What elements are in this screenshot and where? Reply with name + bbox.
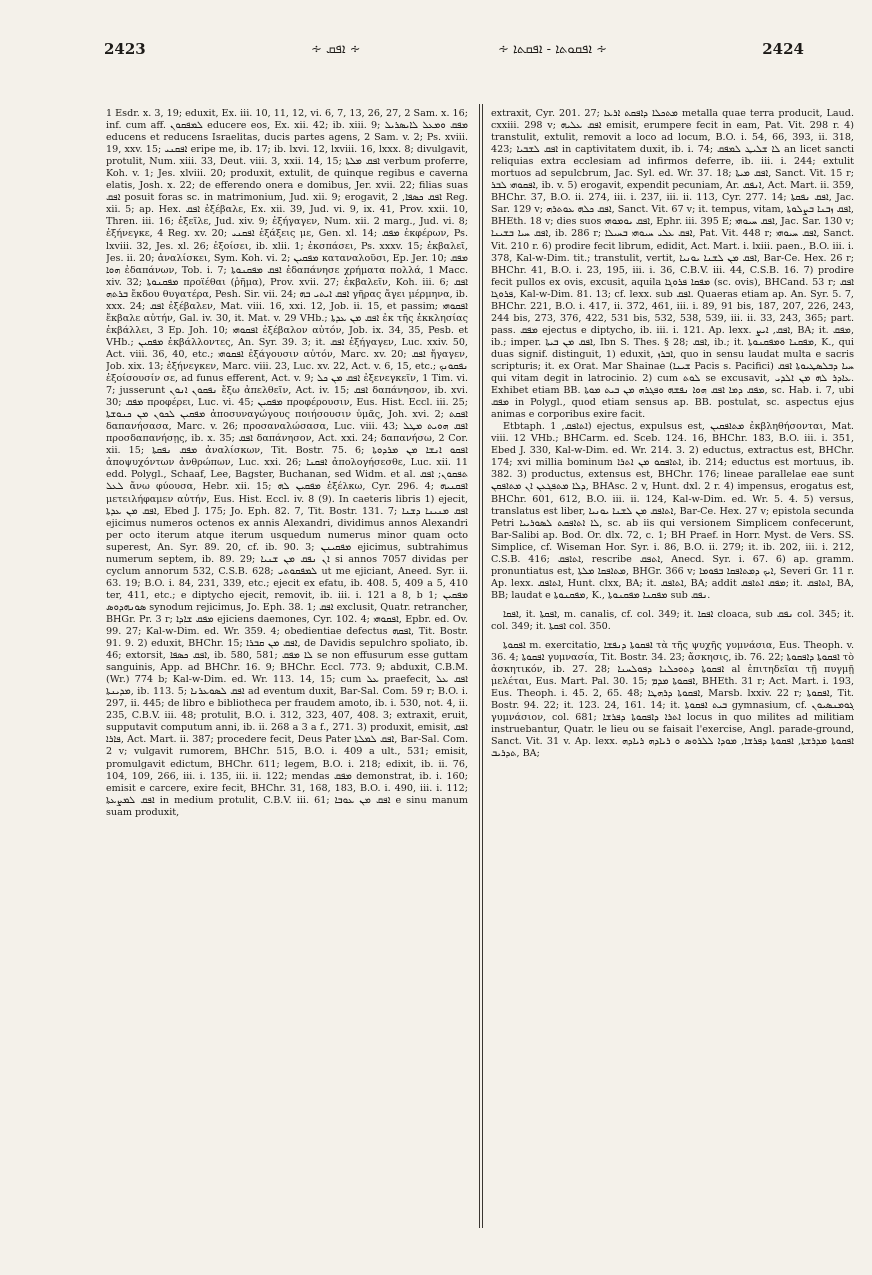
column-right-paragraph-1: extraxit, Cyr. 201. 27; ܡܬܟܠܐ ܕܐܦܩܬ ܐܪܥܐ metalla quae terra producit, Laud. cxxiii. 298 v; ܐܦܩ ܥܠܝܗ emisit, erumpere fecit in eam, Pat. Vit. 298 r. 4) transtulit, extulit, removit a loco ad locum, B.O. i. 54, 66, 393, ii. 318, 423; ܐܦܩ ܠܫܒܝܐ in captivitatem duxit, ib. i. 74; ܠܐ ܫܠܝܛ ܠܡܦܩ an licet sancti reliquias extra ecclesiam ad infirmos deferre, ib. iii. i. 244; extulit mortuos ad sepulcbrum, Jac. Syl. ed. Wr. 37. 18; ܐܦܩ ܡܝܬܐ, Sanct. Vit. 15 r; ܐܦܩܘܗܝ ܠܒܪ, ib. v. 5) erogavit, expendit pecuniam, Ar. ܐܢܦܩ, Act. Mart. ii. 359, BHChr. 37, B.O. ii. 274, iii. i. 237, iii. ii. 113, Cyr. 277. 14; ܐܦܩ ܢܦܩܬܐ, Jac. Sar. 129 v; ܐܦܩ ܟܠܗ ܥܘܬܪܗ, Sanct. Vit. 67 v; it. tempus, vitam, ܐܦܩ ܙܒܢܐ ܒܨܠܘܬܐ, BHEth. 18 v; dies suos ܐܦܩ ܝܘܡܘܗܝ, Ephr. iii. 395 E; ܐܦܩ ܚܝܘܗܝ, Jac. Sar. 130 v; ܐܦܩ ܚܝܐ ܒܫܝܢܐ, ib. 286 r; ܐܦܩ ܥܠܝ ܚܝܘܗܝ ܒܚܝܠܐ, Pat. Vit. 448 r; ܐܦܩ ܚܝܘܗܝ, Sanct. Vit. 210 r. 6) prodire fecit librum, edidit, Act. Mart. i. lxiii. paen., B.O. iii. i. 378, Kal-w-Dim. tit.; transtulit, vertit, ܐܦܩ ܡܢ ܠܫܢܐ ܝܘܢܝܐ, Bar-Ce. Hex. 26 r; BHChr. 41, B.O. i. 23, 195, iii. i. 36, C.B.V. iii. 44, C.S.B. 16. 7) prodire fecit pullos ex ovis, excusit, aquila ܡܦܩܐ ܦܪܘܓܐ (sc. ovis), BHCand. 53 r; ܐܦܩ ܦܪܘܓܐ, Kal-w-Dim. 81. 13; cf. lexx. sub ܐܦܩ. Quaeras etiam ap. An. Syr. 5. 7, BHChr. 221, B.O. i. 417, ii. 372, 461, iii. i. 89, 91 bis, 187, 207, 226, 243, 244 bis, 273, 376, 422, 531 bis, 532, 538, 539, iii. ii. 33, 243, 365; part. pass. ܡܦܩ ejectus e diptycho, ib. iii. i. 121. Ap. lexx. ܐܦܩ, ܐܝܨ, BA; it. ܡܦܩ, ib.; imper. ܐܦܩ ܡܢ ܒܝܬܐ, Ibn S. Thes. § 28; ܐܦܩ, ib.; it. ܡܦܩܢܐ ܘܡܦܩܢܘܬܐ, K., qui duas signif. distinguit, 1) eduxit, ܐܒܪܙ, quo in sensu laudat multa e sacris scripturis; it. ex Orat. Mar Shainae (ܫܝܢܐ Pacis s. Pacifici) ܚܝܐ ܕܒܠܣܛܝܘܬܐ ܐܦܩ qui vitam degit in latrocinio. 2) cum ܠܘܬ se excusavit, ܥܐܕܪ ܠܗ ܡܢ ܐܠܕܝ. Exhibet etiam BB. ܡܦܩ ܕܡܐ ܐܦܩ ܗܘܐ ܢܦܫܗ ܘܦܓܪܗ ܡܢ ܒܝܬ ܡܘܬܐ, sc. Hab. i. 7, ubi ܡܦܩ in Polygl., quod etiam sensus ap. BB. postulat, sc. aspectus ejus animas e corporibus exire facit.	[491, 108, 854, 421]
running-head-right: ∻ ܐܦܩܘܬܐ - ܐܦܩܬܐ ∻	[498, 42, 607, 57]
running-head-left: ∻ ܐܦܩ ∻	[311, 42, 361, 57]
column-divider-left-line	[479, 104, 480, 1228]
column-right-paragraph-3: ܐܦܩܐ, it. ܐܦܩܬܐ, m. canalis, cf. col. 349; it. ܐܦܩܐ cloaca, sub ܢܦܩ col. 345; it. col. 349; it. ܐܦܩܬܐ col. 350.	[491, 608, 854, 632]
column-left	[106, 108, 468, 1228]
page-number-left: 2423	[104, 40, 146, 58]
column-left-paragraph-1: 1 Esdr. x. 3, 19; eduxit, Ex. iii. 10, 11, 12, vi. 6, 7, 13, 26, 27, 2 Sam. x. 16; inf. cum aff. ܠܡܦܩܘܢ educere eos, Ex. xii. 42; ib. xiii. 9; ܡܦܩ ܘܡܥܠ ܠܐܝܣܪܝܠ educens et reducens Israelitas, ducis partes agens, 2 Sam. v. 2; Ps. xviii. 19, xxv. 15; ܐܦܩܢܝ eripe me, ib. 17; ib. lxvi. 12, lxviii. 16, lxxx. 8; divulgavit, protulit, Num. xiii. 33, Deut. viii. 3, xxii. 14, 15; ܐܦܩ ܡܠܬܐ verbum proferre, Koh. v. 1; Jes. xlviii. 20; produxit, extulit, de quinque regibus e caverna elatis, Josh. x. 22; de efferendo onera e domibus, Jer. xvii. 22; filias suas ܐܦܩ posuit foras sc. in matrimonium, Jud. xii. 9; erogavit, ܐܦܩ ܟܣܦܐ, 2 Reg. xii. 5; ap. Hex. ܐܦܩ ἐξέβαλε, Ex. xii. 39, Jud. vi. 9, ix. 41, Prov. xxii. 10, Thren. iii. 16; ἐξεῖλε, Jud. xiv. 9; ἐξήγαγεν, Num. xii. 2 marg., Jud. vi. 8; ἐξήνεγκε, 4 Reg. xv. 20; ܐܦܩܢܝ ἐξάξεις με, Gen. xl. 14; ܡܦܩ ἐκφέρων, Ps. lxviii. 32, Jes. xl. 26; ἐξοίσει, ib. xlii. 1; ἐκσπάσει, Ps. xxxv. 15; ἐκβαλεῖ, Jes. ii. 20; ἀναλίσκει, Sym. Koh. vi. 2; ܡܦܩܝܢ καταναλοῦσι, Ep. Jer. 10; ܡܦܩ ܗܘܐ ἐδαπάνων, Tob. i. 7; ܐܦܩ ܡܦܩܢܘܬܐ ἐδαπάνησε χρήματα πολλά, 1 Macc. xiv. 32; ܡܦܩܢܘܬܐ προϊέθαι (ῥῆμα), Prov. xvii. 27; ἐκβαλεῖν, Koh. iii. 6; ܐܦܩ ܒܪܬܗ ἔκδου θυγατέρα, Pesh. Sir. vii. 24; ܐܦܩ ܐܝܬܝ ܒܗ γῆρας ἄγει μέρμηνα, ib. xxx. 24; ܐܦܩ ἐξέβαλεν, Mat. viii. 16, xxi. 12, Job. ii. 15, et passim; ܐܦܩܘܗܝ ἔκβαλε αὐτήν, Gal. iv. 30, it. Mat. v. 29 VHb.; ܐܦܩ ܡܢ ܥܕܬܐ ἐκ τῆς ἐκκλησίας ἐκβάλλει, 3 Ep. Joh. 10; ܐܦܩܘܗܝ ἐξέβαλον αὐτόν, Job. ix. 34, 35, Pesb. et VHb.; ܡܦܩܝܢ ἐκβάλλοντες, An. Syr. 39. 3; it. ܐܦܩ ἐξήγαγεν, Luc. xxiv. 50, Act. viii. 36, 40, etc.; ܐܦܩܘܗܝ ἐξάγουσιν αὐτόν, Marc. xv. 20; ܐܦܩ ἤγαγεν, Job. xix. 13; ἐξήνεγκεν, Marc. viii. 23, Luc. xv. 22, Act. v. 6, 15, etc.; ܢܦܩܘܢܟ ἐξοίσουσίν σε, ad funus efferent, Act. v. 9; ܐܦܩ ܡܢ ܟܠ ἐξενεγκεῖν, 1 Tim. vi. 7; jusserunt ܢܦܩܘܢ ܐܢܘܢ ἔξω ἀπελθεῖν, Act. iv. 15; ܐܦܩ δαπάνησον, ib. xvi. 30; ܡܦܩ προφέρει, Luc. vi. 45; ܡܦܩܝܢ προφέρουσιν, Eus. Hist. Eccl. iii. 25; ܡܦܩܝܢ ܠܟܘܢ ܡܢ ܟܢܘܫܬܐ ἀποσυναγώγους ποιήσουσιν ὑμᾶς, Joh. xvi. 2; ܐܦܩܬ δαπανήσασα, Marc. v. 26; προσαναλώσασα, Luc. viii. 43; ܐܦܩ ܗܘܝܬ ܡܛܠ προσδαπανήσῃς, ib. x. 35; ܐܦܩ δαπάνησον, Act. xxi. 24; δαπανήσω, 2 Cor. xii. 15; ܡܦܩ ܢܦܩܬܐ ἀναλίσκων, Tit. Bostr. 75. 6; ܐܦܩܘ ܐܢܫܐ ܡܢ ܡܪܕܘܬܐ ἀποψυχόντων ἀνθρώπων, Luc. xxi. 26; ܐܦܩܢܐ ἀπολογήσεσθε, Luc. xii. 11 edd. Polygl., Schaaf, Lee, Bagster, Buchanan, sed Widm. et al. ܬܦܩܘܢ; ܐܦܩ ܠܥܠ ἄνω φύουσα, Hebr. xii. 15; ܡܦܩܝܢ ܠܗ ἐξέλκω, Cyr. 296. 4; ܐܦܩܢܝܗ μετειλήφαμεν αὐτήν, Eus. Hist. Eccl. iv. 8 (9). In caeteris libris 1) ejecit, ܐܦܩ ܡܢ ܥܕܬܐ, Ebed J. 175; Jo. Eph. 82. 7, Tit. Bostr. 131. 7; ܐܦܩ ܡܢܝܢܐ ܕܫܢܐ ejicimus numeros octenos ex annis Alexandri, dividimus annos Alexandri per octo iterum atque iterum usquedum numerus minor quam octo superest, An. Syr. 89. 20, cf. ib. 90. 3; ܡܦܩܝܢܢ ejicimus, subtrahimus numerum septem, ib. 89. 29; ܐܢ ܢܦܩ ܡܢ ܫܢܝܐ si annos 7057 dividas per cyclum annorum 532, C.S.B. 628; ܠܡܦܩܘܬܝ ut me ejiciant, Aneed. Syr. ii. 63. 19; B.O. i. 84, 231, 339, etc.; ejecit ex efatu, ib. 408. 5, 409 a 5, 410 ter, 411, etc.; e diptycho ejecit, removit, ib. iii. i. 121 a 8, b 1; ܡܦܩܝܢ ܣܘܢܗܕܘܣ synodum rejicimus, Jo. Eph. 38. 1; ܐܦܩ exclusit, Quatr. retrancher, BHGr. Pr. 3 r; ܡܦܩ ܫܐܕܐ ejiciens daemones, Cyr. 102. 4; ܐܦܩܘܗܝ, Epbr. ed. Ov. 99. 27; Kal-w-Dim. ed. Wr. 359. 4; obedientiae defectus ܐܦܩܗ, Tit. Bostr. 91. 9. 2) eduxit, BHChr. 15; ܐܦܩ ܡܢ ܩܒܪܐ, de Davidis sepulchro spoliato, ib. 46; extorsit, ܐܦܩ ܟܣܦܐ, ib. 580, 581; ܠܐ ܡܦܩ se non effusurum esse guttam sanguinis, App. ad BHChr. 16. 9; BHChr. Eccl. 773. 9; abduxit, C.B.M. (Wr.) 774 b; Kal-w-Dim. ed. Wr. 113. 14, 15; cum ܥܠ praefecit, ܐܦܩ ܥܠ ܡܕܝܢܬܐ, ib. 113. 5; ܐܦܩ ܠܣܘܥܪܢܐ ad eventum duxit, Bar-Sal. Com. 59 r; B.O. i. 297, ii. 445; de libro e bibliotheca per fraudem amoto, ib. i. 530, not. 4, ii. 235, C.B.V. iii. 48; protulit, B.O. i. 312, 323, 407, 408. 3; extraxit, eruit, supputavit computum anni, ib. ii. 268 a 3 a f., 271. 3) produxit, emisit, ܐܦܩ ܦܐܪܐ, Act. Mart. ii. 387; procedere fecit, Deus Pater ܐܦܩ ܠܡܠܬܐ, Bar-Sal. Com. 2 v; vulgavit rumorem, BHChr. 515, B.O. i. 409 a ult., 531; emisit, promulgavit edictum, BHChr. 611; legem, B.O. i. 218; edixit, ib. ii. 76, 104, 109, 266, iii. i. 135, iii. ii. 122; mendas ܡܦܩ demonstrat, ib. i. 160; emisit e carcere, exire fecit, BHChr. 31, 168, 183, B.O. i. 490, iii. i. 112; ܐܦܩ ܠܡܨܥܬܐ in medium protulit, C.B.V. iii. 61; ܐܦܩ ܡܢ ܥܘܒܐ e sinu manum suam produxit,	[106, 108, 468, 818]
page-header	[96, 40, 812, 68]
column-right	[491, 108, 854, 1228]
column-right-paragraph-2: Etbtaph. ܐܬܐܦܩ, 1) ejectus, expulsus est, ܡܬܐܦܩܝܢ ἐκβληθήσονται, Mat. viii. 12 VHb.; BHCarm. ed. Sceb. 124. 16, BHChr. 183, B.O. iii. i. 351, Ebed J. 330, Kal-w-Dim. ed. Wr. 214. 3. 2) eductus, extractus est, BHChr. 174; xvi millia bominum ܐܬܐܦܩܘ ܡܢ ܐܬܪܐ, ib. 214; eductus est mortuus, ib. 382. 3) productus, extensus est, BHChr. 176; lineae parallelae eae sunt ܕܠܐ ܡܬܦܓܥܢ ܐܢ ܡܬܐܦܩܢ, BHAsc. 2 v, Hunt. dxl. 2 r. 4) impensus, erogatus est, BHChr. 601, 612, B.O. iii. ii. 124, Kal-w-Dim. ed. Wr. 5. 4. 5) versus, translatus est liber, ܐܬܐܦܩ ܡܢ ܠܫܢܐ ܝܘܢܝܐ, Bar-Ce. Hex. 27 v; epistola secunda Petri ܠܐ ܐܬܐܦܩܬ ܠܣܘܪܝܝܐ, sc. ab iis qui versionem Simplicem confecerunt, Bar-Salibi ap. Bod. Or. dlx. 72, c. 1; BH Praef. in Horr. Myst. de Vers. SS. Simplice, cf. Wiseman Hor. Syr. i. 86, B.O. ii. 279; it. ib. 202, iii. i. 212, C.S.B. 416; ܐܬܐܦܩ, rescribe ܐܬܦܩ, Anecd. Syr. i. 67. 6) ap. gramm. pronuntiatus est, ܡܬܐܦܩܐ ܡܠܬܐ, BHGr. 366 v; ܐܝܟ ܕܡܬܐܦܩܐ ܒܦܘܡܐ, Severi Gr. 11 r. Ap. lexx. ܐܬܐܦܩ, Hunt. clxx, BA; it. ܐܬܐܦܩ, BA; addit ܡܦܩ ܐܬܐܦܩ; it. ܐܬܐܦܩ, BA, BB; laudat e ܡܦܩܢܘܬܐ, K., ܡܦܩܢܐ ܡܦܩܢܘܬܐ sub ܢܦܩ.	[491, 421, 854, 601]
column-right-paragraph-4: ܐܦܩܘܬܐ m. exercitatio, ܐܦܩܘܬܐ ܕܢܦܫܐ τὰ τῆς ψυχῆς γυμνάσια, Eus. Theoph. v. 36. 4; ܐܦܩܘܬܐ γυμνασία, Tit. Bostr. 34. 23; ἄσκησις, ib. 76. 22; ܐܦܩܘܬܐ ܕܐܦܩܘܬܐ τὸ ἀσκητικόν, ib. 27. 28; ܐܦܩܘܬܐ ܕܬܘܟܠܢܐ ܕܦܘܠܚܢܐ al ἐπιτηδεῖαι τῇ πυγμῇ μελέται, Eus. Mart. Pal. 30. 15; ܐܦܩܘܬܐ ܡܕܡ, BHEth. 31 r; Act. Mart. i. 193, Eus. Theoph. i. 45. 2, 65. 48; ܐܦܩܘܬܐ ܕܪܗܛܐ, Marsb. lxxiv. 22 r; ܐܦܩܘܬܐ, Tit. Bostr. 94. 22; it. 123. 24, 161. 14; it. ܒܝܬ ܐܦܩܘܬܐ gymnasium, cf. ܓܘܡܢܣܝܘܢ γυμνάσιον, col. 681; ܐܬܪܐ ܕܐܦܩܘܬܐ ܕܦܪܫܐ locus in quo milites ad militiam instruebantur, Quatr. le lieu ou se faisait l'exercise, Angl. parade-ground, Sanct. Vit. 31 v. Ap. lexx. ܐܦܩܘܬܐ ܡܕܪܫܬܐ, ܐܦܩܘܬܐ ܕܦܪܫܐ, ܡܘܕܐ ܠܠܪܘܣ ܘ ܪܝܐܕܗ ܪܝܐܕܗ ܬܕܪܝܒ, BA;	[491, 640, 854, 760]
page-number-right: 2424	[762, 40, 804, 58]
column-divider-right-line	[482, 104, 483, 1228]
